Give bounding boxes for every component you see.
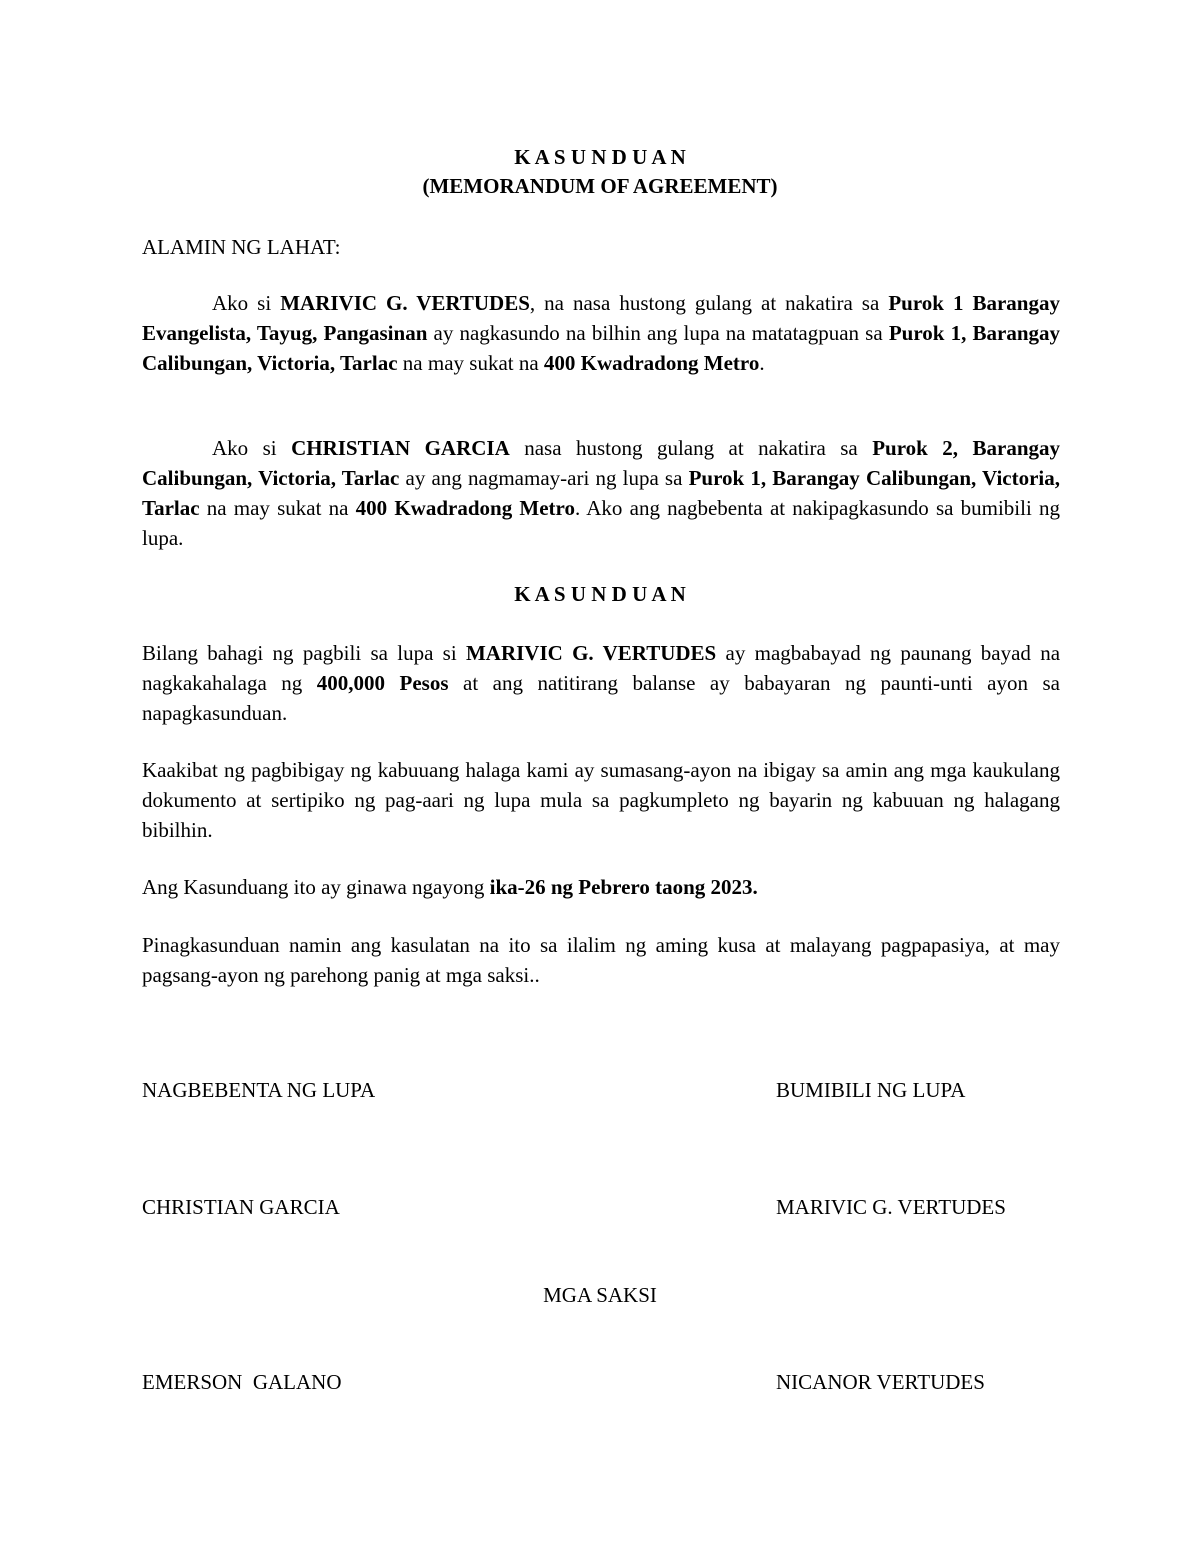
p3-text: at ang natitirang balanse ay babayaran ng paunti-unti ayon sa napagkasunduan. [142, 671, 1060, 725]
seller-label: NAGBEBENTA NG LUPA [142, 1078, 376, 1102]
p1-text: . [759, 351, 765, 375]
p2-address: Purok 2, Barangay Calibungan, Victoria, Tarlac [142, 436, 1060, 490]
p2-text: . Ako ang nagbebenta at nakipagkasundo sa bumibili ng lupa. [142, 496, 1061, 550]
paragraph-date [142, 872, 1060, 902]
p1-text: ay nagkasundo na bilhin ang lupa na matatagpuan sa [427, 321, 889, 345]
p5-text: Ang Kasunduang ito ay ginawa ngayong [142, 875, 490, 899]
p1-text: , na nasa hustong gulang at nakatira sa [529, 291, 889, 315]
p2-location: Purok 1, Barangay Calibungan, Victoria, Tarlac [142, 466, 1060, 520]
p2-text: ay ang nagmamay-ari ng lupa sa [399, 466, 689, 490]
p1-area: 400 Kwadradong Metro [543, 351, 760, 375]
p2-text: na may sukat na [199, 496, 356, 520]
buyer-name: MARIVIC G. VERTUDES [776, 1195, 1006, 1219]
seller-name: CHRISTIAN GARCIA [142, 1195, 340, 1219]
p2-text: Ako si [212, 436, 292, 460]
paragraph-documents: Kaakibat ng pagbibigay ng kabuuang halaga kami ay sumasang-ayon na ibigay sa amin ang mga kaukulang dokumento at sertipiko ng pag-aari ng lupa mula sa pagkumpleto ng bayarin ng kabuuan ng halagang bibilhin. [142, 758, 1060, 842]
p3-text: ay magbabayad ng paunang bayad na nagkakahalaga ng [142, 641, 1061, 695]
paragraph-seller [142, 433, 1060, 553]
p5-date: ika-26 ng Pebrero taong 2023. [489, 875, 758, 899]
p1-text: Ako si [212, 291, 281, 315]
section-title: K A S U N D U A N [514, 582, 686, 606]
witness-2: NICANOR VERTUDES [776, 1370, 985, 1394]
greeting: ALAMIN NG LAHAT: [142, 235, 341, 259]
p1-text: na may sukat na [397, 351, 544, 375]
p2-name: CHRISTIAN GARCIA [291, 436, 510, 460]
p1-location: Purok 1, Barangay Calibungan, Victoria, Tarlac [142, 321, 1060, 375]
p1-address: Purok 1 Barangay Evangelista, Tayug, Pangasinan [142, 291, 1060, 345]
p3-text: Bilang bahagi ng pagbili sa lupa si [142, 641, 466, 665]
document-title: K A S U N D U A N [514, 145, 686, 169]
buyer-label: BUMIBILI NG LUPA [776, 1078, 966, 1102]
p3-amount: 400,000 Pesos [316, 671, 449, 695]
p2-area: 400 Kwadradong Metro [355, 496, 575, 520]
p3-name: MARIVIC G. VERTUDES [465, 641, 717, 665]
paragraph-consent: Pinagkasunduan namin ang kasulatan na ito sa ilalim ng aming kusa at malayang pagpapasiya, at may pagsang-ayon ng parehong panig at mga saksi.. [142, 933, 1060, 987]
p1-name: MARIVIC G. VERTUDES [280, 291, 530, 315]
paragraph-buyer [142, 288, 1060, 378]
p2-text: nasa hustong gulang at nakatira sa [509, 436, 873, 460]
paragraph-payment [142, 638, 1060, 728]
document-subtitle: (MEMORANDUM OF AGREEMENT) [422, 174, 778, 198]
witness-1: EMERSON GALANO [142, 1370, 342, 1394]
witness-label: MGA SAKSI [543, 1283, 657, 1307]
